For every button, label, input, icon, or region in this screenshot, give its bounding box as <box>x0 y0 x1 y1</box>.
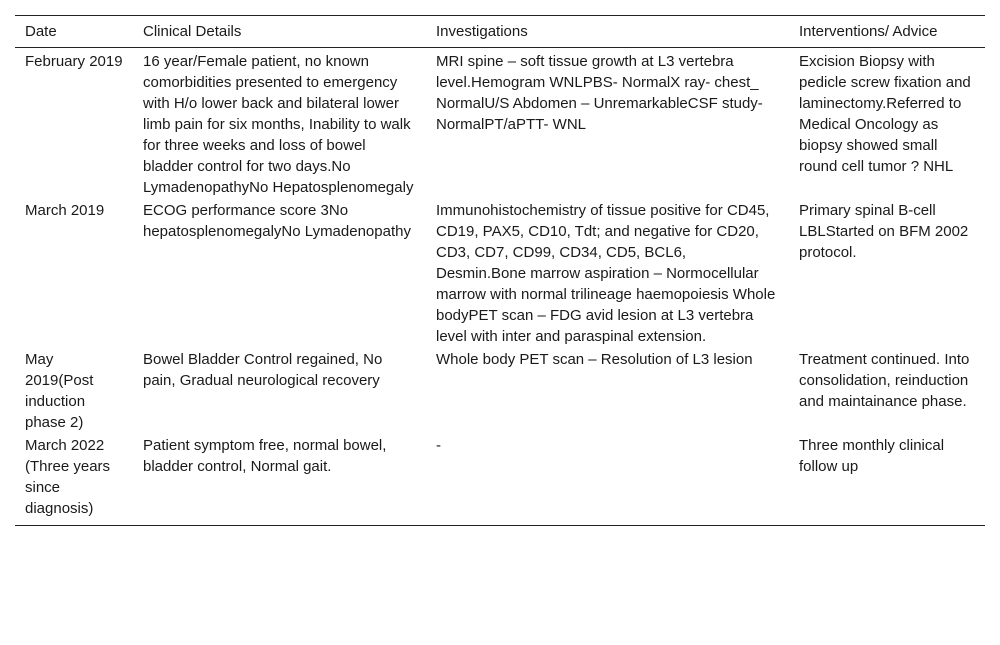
header-investigations: Investigations <box>426 16 789 48</box>
case-timeline-table <box>15 15 985 526</box>
cell-investigations: Whole body PET scan – Resolution of L3 lesion <box>436 351 753 368</box>
cell-investigations: - <box>426 434 789 526</box>
case-timeline-table-container <box>15 15 985 526</box>
header-clinical-details: Clinical Details <box>133 16 426 48</box>
cell-interventions: Excision Biopsy with pedicle screw fixation and laminectomy.Referred to Medical Oncology as biopsy showed small round cell tumor ? NHL <box>799 53 971 175</box>
cell-date: March 2019 <box>25 202 105 219</box>
cell-clinical: 16 year/Female patient, no known comorbidities presented to emergency with H/o lower back and bilateral lower limb pain for six months, Inability to walk for three weeks and loss of bowel bladder control for two days.No LymadenopathyNo Hepatosplenomegaly <box>143 53 414 196</box>
header-interventions: Interventions/ Advice <box>789 16 985 48</box>
cell-interventions: Treatment continued. Into consolidation, reinduction and maintainance phase. <box>799 351 970 410</box>
cell-clinical: Bowel Bladder Control regained, No pain, Gradual neurological recovery <box>143 351 383 389</box>
cell-clinical: ECOG performance score 3No hepatosplenomegalyNo Lymadenopathy <box>143 202 411 240</box>
cell-investigations: MRI spine – soft tissue growth at L3 vertebra level.Hemogram WNLPBS- NormalX ray- chest_ NormalU/S Abdomen – UnremarkableCSF study- NormalPT/aPTT- WNL <box>436 53 763 133</box>
table-row <box>15 48 985 200</box>
table-row <box>15 434 985 526</box>
cell-date: February 2019 <box>25 53 123 70</box>
table-row <box>15 348 985 434</box>
table-row <box>15 199 985 348</box>
header-row <box>15 16 985 48</box>
cell-interventions: Three monthly clinical follow up <box>789 434 985 526</box>
header-date: Date <box>15 16 133 48</box>
cell-clinical: Patient symptom free, normal bowel, bladder control, Normal gait. <box>133 434 426 526</box>
cell-interventions: Primary spinal B-cell LBLStarted on BFM 2002 protocol. <box>799 202 969 261</box>
cell-investigations: Immunohistochemistry of tissue positive for CD45, CD19, PAX5, CD10, Tdt; and negative for CD20, CD3, CD7, CD99, CD34, CD5, BCL6, Desmin.Bone marrow aspiration – Normocellular marrow with normal trilineage haemopoiesis Whole bodyPET scan – FDG avid lesion at L3 vertebra level with inter and paraspinal extension. <box>436 202 776 345</box>
cell-date: March 2022 (Three years since diagnosis) <box>15 434 133 526</box>
cell-date: May 2019(Post induction phase 2) <box>25 351 94 431</box>
